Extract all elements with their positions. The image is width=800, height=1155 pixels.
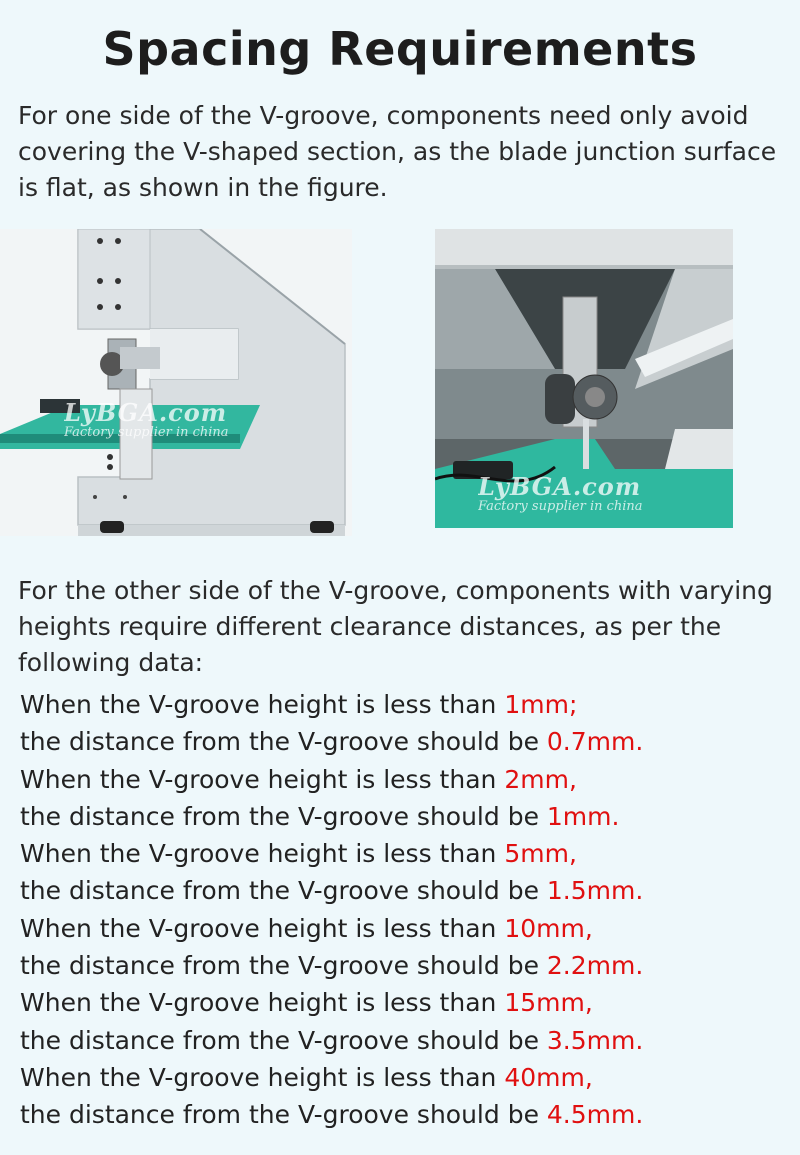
rule-distance-value: 0.7mm.: [546, 727, 644, 757]
rule-distance-line: [20, 798, 790, 835]
rule-height-prefix: When the V-groove height is less than: [20, 764, 505, 794]
rule-height-prefix: When the V-groove height is less than: [20, 988, 505, 1018]
rule-distance-line: [20, 1096, 790, 1133]
rule-height-value: 5mm,: [504, 839, 577, 869]
rule-height-value: 40mm,: [504, 1062, 593, 1092]
rule-height-line: [20, 686, 790, 723]
rule-distance-prefix: the distance from the V-groove should be: [20, 727, 547, 757]
rule-distance-value: 3.5mm.: [546, 1025, 644, 1055]
rule-distance-line: [20, 872, 790, 909]
watermark-tagline: Factory supplier in china: [64, 425, 229, 440]
page-title: Spacing Requirements: [102, 22, 698, 76]
rule-height-line: [20, 984, 790, 1021]
second-paragraph: For the other side of the V-groove, components with varying heights require different clearance distances, as per the following data:: [18, 576, 773, 677]
rule-distance-prefix: the distance from the V-groove should be: [20, 1100, 547, 1130]
rule-distance-prefix: the distance from the V-groove should be: [20, 1025, 547, 1055]
spacing-rules-list: [20, 686, 790, 1134]
rule-height-line: [20, 910, 790, 947]
rule-height-value: 10mm,: [504, 913, 593, 943]
rule-height-line: [20, 761, 790, 798]
rule-distance-prefix: the distance from the V-groove should be: [20, 801, 547, 831]
rule-distance-line: [20, 1022, 790, 1059]
rule-height-prefix: When the V-groove height is less than: [20, 690, 505, 719]
rule-distance-line: [20, 947, 790, 984]
rule-height-value: 15mm,: [504, 988, 593, 1018]
rule-distance-prefix: the distance from the V-groove should be: [20, 876, 547, 906]
rule-distance-value: 1.5mm.: [546, 876, 644, 906]
rule-distance-value: 4.5mm.: [546, 1100, 644, 1130]
rule-distance-line: [20, 723, 790, 760]
rule-height-prefix: When the V-groove height is less than: [20, 839, 505, 869]
watermark: [64, 398, 294, 452]
rule-height-prefix: When the V-groove height is less than: [20, 1062, 505, 1092]
rule-height-line: [20, 835, 790, 872]
machine-side-photo: [0, 229, 352, 536]
rule-height-value: 1mm;: [504, 690, 578, 719]
rule-height-value: 2mm,: [504, 764, 577, 794]
rule-distance-value: 2.2mm.: [546, 951, 644, 981]
watermark-brand: LyBGA.com: [478, 472, 642, 501]
watermark-2: [478, 472, 728, 528]
rule-distance-value: 1mm.: [546, 801, 620, 831]
rule-height-line: [20, 1059, 790, 1096]
intro-paragraph: For one side of the V-groove, components need only avoid covering the V-shaped section, as the blade junction surface is flat, as shown in the figure.: [18, 101, 777, 202]
watermark-tagline: Factory supplier in china: [478, 499, 643, 514]
watermark-brand: LyBGA.com: [64, 398, 228, 427]
rule-height-prefix: When the V-groove height is less than: [20, 913, 505, 943]
rule-distance-prefix: the distance from the V-groove should be: [20, 951, 547, 981]
